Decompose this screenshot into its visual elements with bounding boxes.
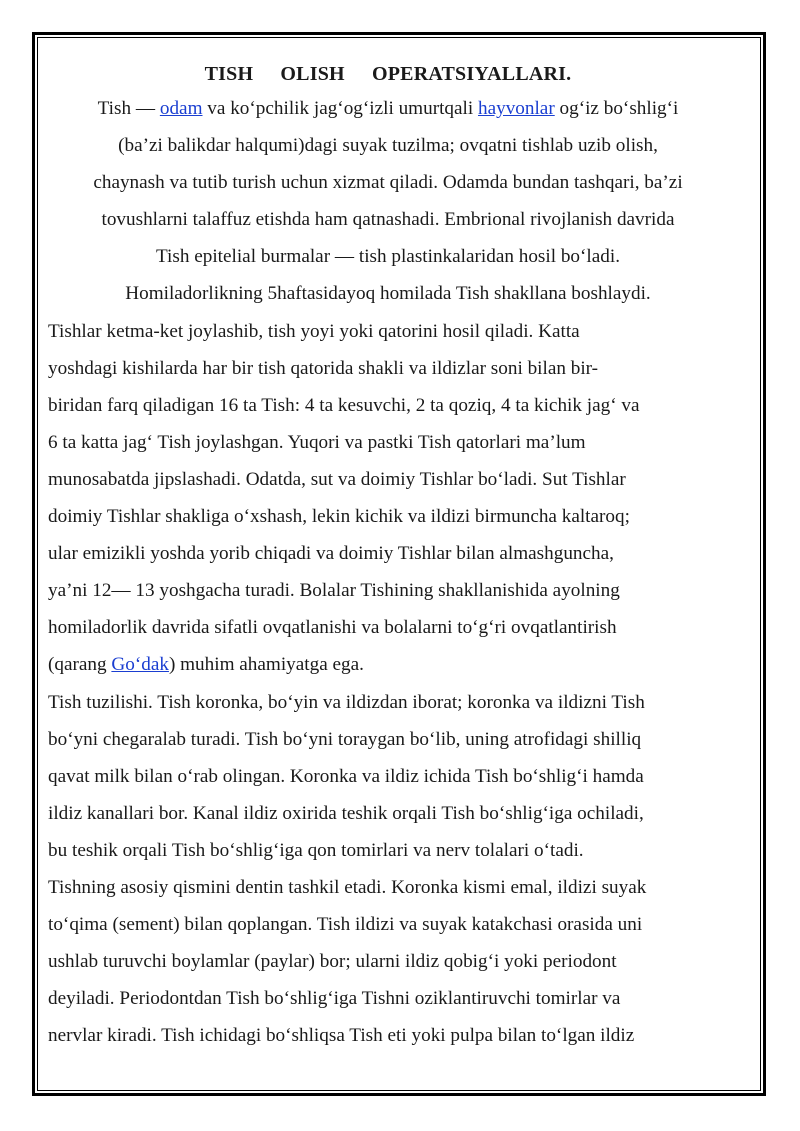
intro-line-3: chaynash va tutib turish uchun xizmat qiladi. Odamda bundan tashqari, ba’zi [93,172,683,194]
paragraph-2-line-2: bo‘yni chegaralab turadi. Tish bo‘yni toraygan bo‘lib, uning atrofidagi shilliq [48,728,642,750]
paragraph-1-line-4: 6 ta katta jag‘ Tish joylashgan. Yuqori va pastki Tish qatorlari ma’lum [48,431,586,453]
paragraph-2-line-4: ildiz kanallari bor. Kanal ildiz oxirida teshik orqali Tish bo‘shlig‘iga ochiladi, [48,802,644,824]
paragraph-2-line-3: qavat milk bilan o‘rab olingan. Koronka va ildiz ichida Tish bo‘shlig‘i hamda [48,765,644,787]
intro-line-1 [48,90,728,127]
paragraph-1-line-10 [48,646,728,683]
paragraph-1-line-6: doimiy Tishlar shakliga o‘xshash, lekin kichik va ildizi birmuncha kaltaroq; [48,506,630,528]
paragraph-2-line-6: Tishning asosiy qismini dentin tashkil etadi. Koronka kismi emal, ildizi suyak [48,876,647,898]
paragraph-1-line-5: munosabatda jipslashadi. Odatda, sut va doimiy Tishlar bo‘ladi. Sut Tishlar [48,468,626,490]
link-godak[interactable]: Go‘dak [111,654,169,676]
text-run: og‘iz bo‘shlig‘i [554,98,679,119]
intro-line-5: Tish epitelial burmalar — tish plastinkalaridan hosil bo‘ladi. [156,246,620,268]
link-odam[interactable]: odam [159,98,203,119]
text-run: (qarang [48,654,112,676]
paragraph-1-line-1: Tishlar ketma-ket joylashib, tish yoyi yoki qatorini hosil qiladi. Katta [48,320,580,342]
document-body [48,58,728,1054]
intro-line-4: tovushlarni talaffuz etishda ham qatnashadi. Embrional rivojlanish davrida [101,209,675,231]
paragraph-2-line-7: to‘qima (sement) bilan qoplangan. Tish ildizi va suyak katakchasi orasida uni [48,914,643,936]
text-run: va ko‘pchilik jag‘og‘izli umurtqali [202,98,478,119]
link-hayvonlar[interactable]: hayvonlar [477,98,555,119]
paragraph-1-line-2: yoshdagi kishilarda har bir tish qatorida shakli va ildizlar soni bilan bir- [48,357,599,379]
paragraph-2-line-5: bu teshik orqali Tish bo‘shlig‘iga qon tomirlari va nerv tolalari o‘tadi. [48,839,584,861]
paragraph-1-line-9: homiladorlik davrida sifatli ovqatlanishi va bolalarni to‘g‘ri ovqatlantirish [48,617,617,639]
paragraph-1-line-8: ya’ni 12— 13 yoshgacha turadi. Bolalar Tishining shakllanishida ayolning [48,580,620,602]
text-run: Tish — [97,98,160,119]
paragraph-2-line-1: Tish tuzilishi. Tish koronka, bo‘yin va ildizdan iborat; koronka va ildizni Tish [48,691,645,713]
text-run: ) muhim ahamiyatga ega. [168,654,364,676]
paragraph-1-line-3: biridan farq qiladigan 16 ta Tish: 4 ta kesuvchi, 2 ta qoziq, 4 ta kichik jag‘ va [48,394,640,416]
paragraph-2-line-10: nervlar kiradi. Tish ichidagi bo‘shliqsa Tish eti yoki pulpa bilan to‘lgan ildiz [48,1025,635,1047]
document-title: TISH OLISH OPERATSIYALLARI. [204,63,572,85]
paragraph-2-line-9: deyiladi. Periodontdan Tish bo‘shlig‘iga Tishni oziklantiruvchi tomirlar va [48,988,621,1010]
intro-line-2: (ba’zi balikdar halqumi)dagi suyak tuzilma; ovqatni tishlab uzib olish, [118,135,658,157]
intro-line-6: Homiladorlikning 5haftasidayoq homilada Tish shakllana boshlaydi. [125,283,651,305]
paragraph-2-line-8: ushlab turuvchi boylamlar (paylar) bor; ularni ildiz qobig‘i yoki periodont [48,951,617,973]
paragraph-1-line-7: ular emizikli yoshda yorib chiqadi va doimiy Tishlar bilan almashguncha, [48,543,614,565]
